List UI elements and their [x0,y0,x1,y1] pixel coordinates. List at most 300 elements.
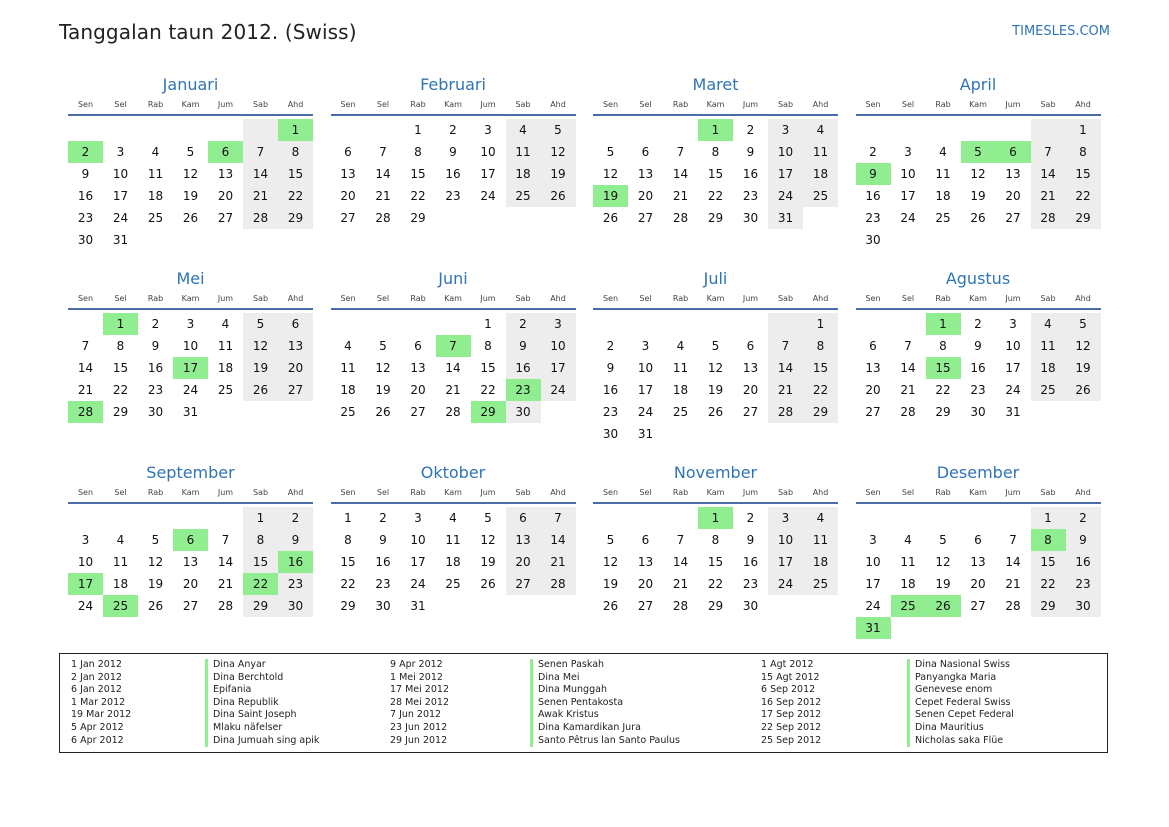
day-cell[interactable]: 23 [970,383,986,397]
day-cell[interactable]: 26 [147,599,164,613]
day-cell[interactable]: 6 [746,339,755,353]
day-cell[interactable]: 29 [707,211,724,225]
day-cell[interactable]: 23 [742,577,759,591]
day-cell[interactable]: 18 [112,577,129,591]
day-cell[interactable]: 13 [217,167,234,181]
day-cell[interactable]: 29 [1066,207,1101,229]
day-cell[interactable]: 18 [340,383,356,397]
day-cell[interactable]: 15 [480,361,496,375]
day-cell[interactable]: 8 [711,145,720,159]
day-cell[interactable]: 21 [768,379,803,401]
day-cell[interactable]: 12 [182,167,199,181]
day-cell[interactable]: 1 [103,313,138,335]
day-cell[interactable]: 12 [147,555,164,569]
day-cell[interactable]: 13 [340,167,356,181]
day-cell[interactable]: 10 [768,141,803,163]
day-cell[interactable]: 21 [541,551,576,573]
day-cell[interactable]: 16 [147,361,164,375]
day-cell[interactable]: 22 [278,185,313,207]
day-cell[interactable]: 14 [1005,555,1021,569]
day-cell[interactable]: 18 [803,163,838,185]
day-cell[interactable]: 22 [480,383,496,397]
day-cell[interactable]: 11 [112,555,129,569]
day-cell[interactable]: 15 [112,361,129,375]
day-cell[interactable]: 12 [243,335,278,357]
day-cell[interactable]: 29 [243,595,278,617]
day-cell[interactable]: 20 [278,357,313,379]
day-cell[interactable]: 7 [436,335,471,357]
day-cell[interactable]: 8 [939,339,947,353]
day-cell[interactable]: 16 [445,167,461,181]
day-cell[interactable]: 21 [77,383,94,397]
day-cell[interactable]: 15 [803,357,838,379]
day-cell[interactable]: 9 [746,145,755,159]
day-cell[interactable]: 4 [803,507,838,529]
day-cell[interactable]: 9 [151,339,160,353]
day-cell[interactable]: 15 [926,357,961,379]
day-cell[interactable]: 15 [1066,163,1101,185]
day-cell[interactable]: 6 [974,533,982,547]
day-cell[interactable]: 1 [484,317,492,331]
day-cell[interactable]: 12 [602,555,619,569]
day-cell[interactable]: 22 [803,379,838,401]
day-cell[interactable]: 11 [506,141,541,163]
day-cell[interactable]: 5 [939,533,947,547]
day-cell[interactable]: 25 [103,595,138,617]
day-cell[interactable]: 19 [935,577,951,591]
day-cell[interactable]: 2 [68,141,103,163]
day-cell[interactable]: 23 [742,189,759,203]
day-cell[interactable]: 15 [410,167,426,181]
day-cell[interactable]: 30 [1066,595,1101,617]
day-cell[interactable]: 26 [926,595,961,617]
day-cell[interactable]: 25 [340,405,356,419]
day-cell[interactable]: 19 [593,185,628,207]
day-cell[interactable]: 19 [970,189,986,203]
day-cell[interactable]: 25 [506,185,541,207]
day-cell[interactable]: 7 [221,533,230,547]
day-cell[interactable]: 2 [974,317,982,331]
day-cell[interactable]: 30 [970,405,986,419]
day-cell[interactable]: 19 [375,383,391,397]
day-cell[interactable]: 14 [445,361,461,375]
day-cell[interactable]: 14 [217,555,234,569]
day-cell[interactable]: 15 [278,163,313,185]
day-cell[interactable]: 22 [340,577,356,591]
day-cell[interactable]: 3 [186,317,195,331]
day-cell[interactable]: 2 [379,511,387,525]
day-cell[interactable]: 10 [768,529,803,551]
day-cell[interactable]: 17 [637,383,654,397]
day-cell[interactable]: 4 [904,533,912,547]
day-cell[interactable]: 21 [375,189,391,203]
day-cell[interactable]: 20 [506,551,541,573]
day-cell[interactable]: 17 [865,577,881,591]
day-cell[interactable]: 27 [217,211,234,225]
day-cell[interactable]: 23 [1066,573,1101,595]
day-cell[interactable]: 6 [173,529,208,551]
day-cell[interactable]: 14 [243,163,278,185]
day-cell[interactable]: 21 [445,383,461,397]
day-cell[interactable]: 31 [768,207,803,229]
day-cell[interactable]: 3 [768,119,803,141]
day-cell[interactable]: 8 [803,335,838,357]
day-cell[interactable]: 26 [375,405,391,419]
day-cell[interactable]: 17 [112,189,129,203]
day-cell[interactable]: 1 [803,313,838,335]
day-cell[interactable]: 11 [803,529,838,551]
day-cell[interactable]: 2 [606,339,615,353]
day-cell[interactable]: 16 [865,189,881,203]
day-cell[interactable]: 4 [449,511,457,525]
day-cell[interactable]: 29 [707,599,724,613]
day-cell[interactable]: 29 [1031,595,1066,617]
day-cell[interactable]: 28 [445,405,461,419]
day-cell[interactable]: 25 [672,405,689,419]
day-cell[interactable]: 27 [182,599,199,613]
day-cell[interactable]: 14 [77,361,94,375]
day-cell[interactable]: 7 [768,335,803,357]
day-cell[interactable]: 17 [1005,361,1021,375]
day-cell[interactable]: 11 [1031,335,1066,357]
day-cell[interactable]: 6 [414,339,422,353]
day-cell[interactable]: 6 [344,145,352,159]
day-cell[interactable]: 13 [970,555,986,569]
day-cell[interactable]: 17 [410,555,426,569]
day-cell[interactable]: 10 [77,555,94,569]
day-cell[interactable]: 3 [904,145,912,159]
day-cell[interactable]: 31 [112,233,129,247]
day-cell[interactable]: 13 [410,361,426,375]
day-cell[interactable]: 22 [707,577,724,591]
day-cell[interactable]: 30 [602,427,619,441]
day-cell[interactable]: 6 [869,339,877,353]
day-cell[interactable]: 8 [116,339,125,353]
day-cell[interactable]: 17 [480,167,496,181]
day-cell[interactable]: 4 [1031,313,1066,335]
day-cell[interactable]: 17 [768,163,803,185]
day-cell[interactable]: 30 [77,233,94,247]
day-cell[interactable]: 27 [340,211,356,225]
day-cell[interactable]: 4 [939,145,947,159]
day-cell[interactable]: 5 [151,533,160,547]
day-cell[interactable]: 1 [278,119,313,141]
day-cell[interactable]: 30 [147,405,164,419]
day-cell[interactable]: 23 [77,211,94,225]
day-cell[interactable]: 5 [484,511,492,525]
day-cell[interactable]: 16 [278,551,313,573]
day-cell[interactable]: 2 [746,511,755,525]
day-cell[interactable]: 2 [449,123,457,137]
day-cell[interactable]: 21 [243,185,278,207]
day-cell[interactable]: 22 [1031,573,1066,595]
day-cell[interactable]: 27 [506,573,541,595]
day-cell[interactable]: 26 [707,405,724,419]
day-cell[interactable]: 26 [182,211,199,225]
day-cell[interactable]: 14 [900,361,916,375]
day-cell[interactable]: 2 [1066,507,1101,529]
day-cell[interactable]: 20 [742,383,759,397]
day-cell[interactable]: 8 [1066,141,1101,163]
day-cell[interactable]: 22 [707,189,724,203]
day-cell[interactable]: 14 [672,555,689,569]
day-cell[interactable]: 2 [151,317,160,331]
day-cell[interactable]: 23 [506,379,541,401]
day-cell[interactable]: 31 [856,617,891,639]
day-cell[interactable]: 18 [217,361,234,375]
day-cell[interactable]: 1 [243,507,278,529]
day-cell[interactable]: 18 [672,383,689,397]
day-cell[interactable]: 17 [68,573,103,595]
day-cell[interactable]: 29 [471,401,506,423]
day-cell[interactable]: 13 [1005,167,1021,181]
day-cell[interactable]: 13 [506,529,541,551]
day-cell[interactable]: 17 [768,551,803,573]
day-cell[interactable]: 7 [541,507,576,529]
day-cell[interactable]: 26 [243,379,278,401]
day-cell[interactable]: 27 [970,599,986,613]
day-cell[interactable]: 26 [480,577,496,591]
day-cell[interactable]: 10 [410,533,426,547]
day-cell[interactable]: 20 [410,383,426,397]
day-cell[interactable]: 22 [112,383,129,397]
day-cell[interactable]: 19 [243,357,278,379]
day-cell[interactable]: 6 [996,141,1031,163]
day-cell[interactable]: 15 [707,555,724,569]
day-cell[interactable]: 24 [1005,383,1021,397]
day-cell[interactable]: 21 [672,577,689,591]
day-cell[interactable]: 28 [243,207,278,229]
day-cell[interactable]: 3 [116,145,125,159]
day-cell[interactable]: 25 [935,211,951,225]
day-cell[interactable]: 15 [707,167,724,181]
day-cell[interactable]: 28 [68,401,103,423]
day-cell[interactable]: 7 [81,339,90,353]
day-cell[interactable]: 18 [900,577,916,591]
day-cell[interactable]: 12 [707,361,724,375]
day-cell[interactable]: 11 [445,533,461,547]
day-cell[interactable]: 25 [803,185,838,207]
day-cell[interactable]: 26 [602,211,619,225]
day-cell[interactable]: 20 [970,577,986,591]
day-cell[interactable]: 24 [900,211,916,225]
day-cell[interactable]: 11 [147,167,164,181]
day-cell[interactable]: 22 [243,573,278,595]
day-cell[interactable]: 8 [414,145,422,159]
day-cell[interactable]: 30 [375,599,391,613]
brand-link[interactable]: TIMESLES.COM [1012,24,1110,39]
day-cell[interactable]: 15 [243,551,278,573]
day-cell[interactable]: 8 [344,533,352,547]
day-cell[interactable]: 31 [182,405,199,419]
day-cell[interactable]: 14 [768,357,803,379]
day-cell[interactable]: 28 [1005,599,1021,613]
day-cell[interactable]: 25 [147,211,164,225]
day-cell[interactable]: 30 [278,595,313,617]
day-cell[interactable]: 18 [506,163,541,185]
day-cell[interactable]: 16 [742,167,759,181]
day-cell[interactable]: 25 [803,573,838,595]
day-cell[interactable]: 2 [869,145,877,159]
day-cell[interactable]: 12 [1066,335,1101,357]
day-cell[interactable]: 20 [340,189,356,203]
day-cell[interactable]: 19 [1066,357,1101,379]
day-cell[interactable]: 21 [1031,185,1066,207]
day-cell[interactable]: 10 [112,167,129,181]
day-cell[interactable]: 11 [803,141,838,163]
day-cell[interactable]: 6 [641,533,650,547]
day-cell[interactable]: 10 [541,335,576,357]
day-cell[interactable]: 14 [375,167,391,181]
day-cell[interactable]: 31 [1005,405,1021,419]
day-cell[interactable]: 23 [147,383,164,397]
day-cell[interactable]: 28 [900,405,916,419]
day-cell[interactable]: 1 [698,507,733,529]
day-cell[interactable]: 10 [480,145,496,159]
day-cell[interactable]: 25 [891,595,926,617]
day-cell[interactable]: 1 [1066,119,1101,141]
day-cell[interactable]: 20 [217,189,234,203]
day-cell[interactable]: 5 [606,533,615,547]
day-cell[interactable]: 22 [935,383,951,397]
day-cell[interactable]: 1 [344,511,352,525]
day-cell[interactable]: 25 [217,383,234,397]
day-cell[interactable]: 23 [278,573,313,595]
day-cell[interactable]: 26 [970,211,986,225]
day-cell[interactable]: 16 [742,555,759,569]
day-cell[interactable]: 24 [637,405,654,419]
day-cell[interactable]: 2 [506,313,541,335]
day-cell[interactable]: 3 [768,507,803,529]
day-cell[interactable]: 3 [541,313,576,335]
day-cell[interactable]: 24 [768,185,803,207]
day-cell[interactable]: 6 [641,145,650,159]
day-cell[interactable]: 26 [541,185,576,207]
day-cell[interactable]: 14 [672,167,689,181]
day-cell[interactable]: 11 [340,361,356,375]
day-cell[interactable]: 23 [445,189,461,203]
day-cell[interactable]: 18 [445,555,461,569]
day-cell[interactable]: 25 [445,577,461,591]
day-cell[interactable]: 11 [672,361,689,375]
day-cell[interactable]: 13 [865,361,881,375]
day-cell[interactable]: 5 [606,145,615,159]
day-cell[interactable]: 31 [410,599,426,613]
day-cell[interactable]: 30 [865,233,881,247]
day-cell[interactable]: 9 [856,163,891,185]
day-cell[interactable]: 18 [147,189,164,203]
day-cell[interactable]: 30 [742,599,759,613]
day-cell[interactable]: 29 [410,211,426,225]
day-cell[interactable]: 24 [541,379,576,401]
day-cell[interactable]: 5 [186,145,195,159]
day-cell[interactable]: 9 [746,533,755,547]
day-cell[interactable]: 22 [1066,185,1101,207]
day-cell[interactable]: 19 [707,383,724,397]
day-cell[interactable]: 10 [865,555,881,569]
day-cell[interactable]: 21 [1005,577,1021,591]
day-cell[interactable]: 24 [77,599,94,613]
day-cell[interactable]: 2 [278,507,313,529]
day-cell[interactable]: 3 [869,533,877,547]
day-cell[interactable]: 6 [208,141,243,163]
day-cell[interactable]: 9 [606,361,615,375]
day-cell[interactable]: 23 [865,211,881,225]
day-cell[interactable]: 11 [900,555,916,569]
day-cell[interactable]: 12 [602,167,619,181]
day-cell[interactable]: 29 [278,207,313,229]
day-cell[interactable]: 30 [742,211,759,225]
day-cell[interactable]: 7 [676,533,685,547]
day-cell[interactable]: 15 [340,555,356,569]
day-cell[interactable]: 12 [480,533,496,547]
day-cell[interactable]: 13 [637,555,654,569]
day-cell[interactable]: 8 [278,141,313,163]
day-cell[interactable]: 4 [506,119,541,141]
day-cell[interactable]: 4 [151,145,160,159]
day-cell[interactable]: 7 [904,339,912,353]
day-cell[interactable]: 28 [217,599,234,613]
day-cell[interactable]: 25 [1031,379,1066,401]
day-cell[interactable]: 28 [672,599,689,613]
day-cell[interactable]: 19 [182,189,199,203]
day-cell[interactable]: 24 [865,599,881,613]
day-cell[interactable]: 14 [541,529,576,551]
day-cell[interactable]: 20 [1005,189,1021,203]
day-cell[interactable]: 21 [900,383,916,397]
day-cell[interactable]: 9 [449,145,457,159]
day-cell[interactable]: 27 [865,405,881,419]
day-cell[interactable]: 26 [602,599,619,613]
day-cell[interactable]: 8 [1031,529,1066,551]
day-cell[interactable]: 27 [1005,211,1021,225]
day-cell[interactable]: 3 [414,511,422,525]
day-cell[interactable]: 19 [602,577,619,591]
day-cell[interactable]: 2 [746,123,755,137]
day-cell[interactable]: 23 [375,577,391,591]
day-cell[interactable]: 5 [1066,313,1101,335]
day-cell[interactable]: 24 [768,573,803,595]
day-cell[interactable]: 28 [1031,207,1066,229]
day-cell[interactable]: 12 [970,167,986,181]
day-cell[interactable]: 20 [637,189,654,203]
day-cell[interactable]: 27 [637,599,654,613]
day-cell[interactable]: 9 [1066,529,1101,551]
day-cell[interactable]: 23 [602,405,619,419]
day-cell[interactable]: 5 [379,339,387,353]
day-cell[interactable]: 10 [900,167,916,181]
day-cell[interactable]: 8 [243,529,278,551]
day-cell[interactable]: 31 [637,427,654,441]
day-cell[interactable]: 7 [676,145,685,159]
day-cell[interactable]: 22 [410,189,426,203]
day-cell[interactable]: 17 [900,189,916,203]
day-cell[interactable]: 3 [484,123,492,137]
day-cell[interactable]: 16 [970,361,986,375]
day-cell[interactable]: 21 [672,189,689,203]
day-cell[interactable]: 9 [81,167,90,181]
day-cell[interactable]: 18 [803,551,838,573]
day-cell[interactable]: 3 [81,533,90,547]
day-cell[interactable]: 19 [147,577,164,591]
day-cell[interactable]: 9 [506,335,541,357]
day-cell[interactable]: 27 [410,405,426,419]
day-cell[interactable]: 21 [217,577,234,591]
day-cell[interactable]: 3 [1009,317,1017,331]
day-cell[interactable]: 4 [221,317,230,331]
day-cell[interactable]: 4 [344,339,352,353]
day-cell[interactable]: 10 [1005,339,1021,353]
